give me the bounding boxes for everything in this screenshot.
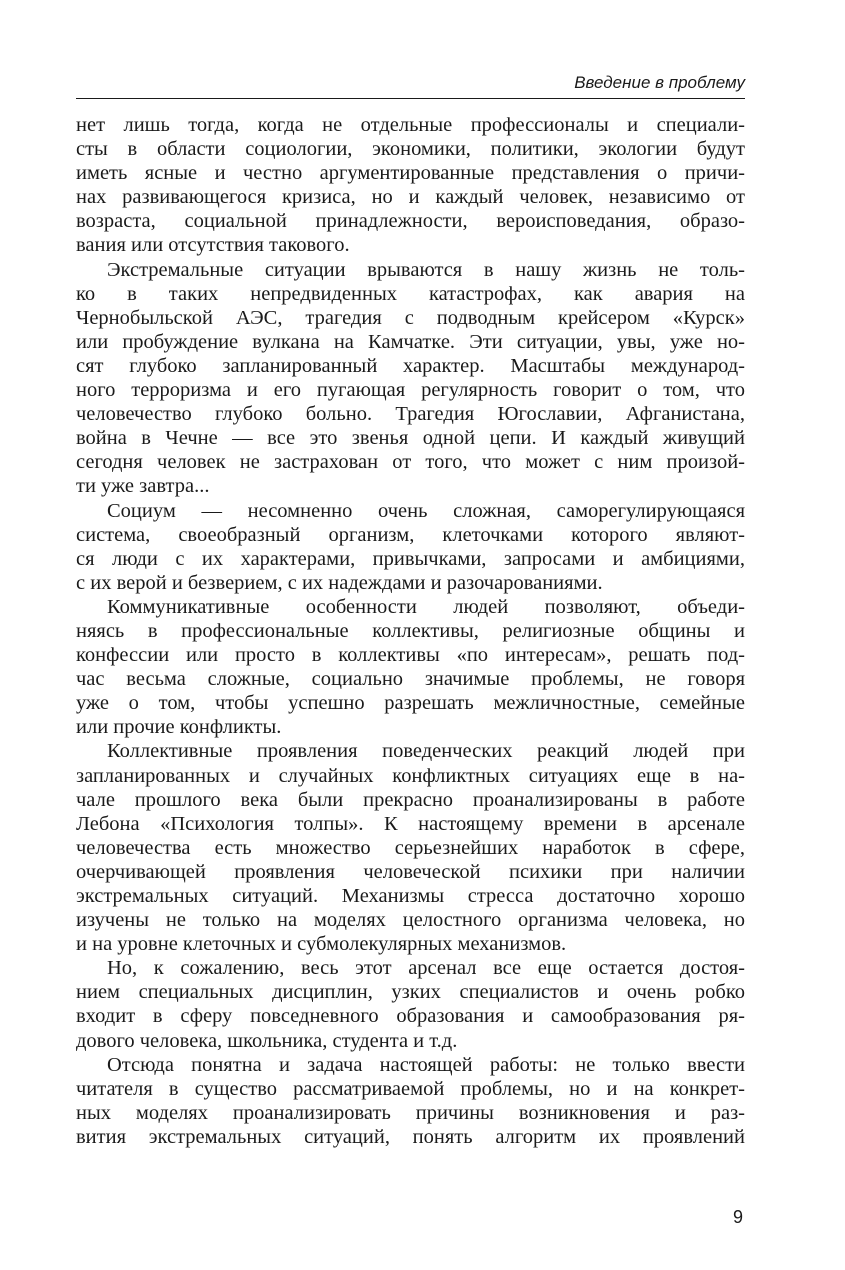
text-line: возраста, социальной принадлежности, вероисповедания, образо- — [76, 210, 745, 233]
text-line: сты в области социологии, экономики, политики, экологии будут — [76, 138, 745, 161]
text-line: сегодня человек не застрахован от того, что может с ним произой- — [76, 451, 745, 474]
text-line: система, своеобразный организм, клеточками которого являют- — [76, 523, 745, 546]
text-line: ти уже завтра... — [76, 475, 210, 498]
text-line: очерчивающей проявления человеческой психики при наличии — [76, 860, 745, 883]
text-line: ся люди с их характерами, привычками, запросами и амбициями, — [76, 547, 745, 570]
text-line: ных моделях проанализировать причины возникновения и раз- — [76, 1101, 745, 1124]
text-line: Лебона «Психология толпы». К настоящему времени в арсенале — [76, 812, 745, 835]
text-line: конфессии или просто в коллективы «по интересам», решать под- — [76, 644, 745, 667]
text-line: человечества есть множество серьезнейших наработок в сфере, — [76, 836, 745, 859]
text-line: нах развивающегося кризиса, но и каждый человек, независимо от — [76, 186, 745, 209]
text-line: Чернобыльской АЭС, трагедия с подводным крейсером «Курск» — [76, 306, 745, 329]
text-line: Социум — несомненно очень сложная, саморегулирующаяся — [107, 499, 745, 522]
text-line: Экстремальные ситуации врываются в нашу жизнь не толь- — [107, 258, 745, 281]
text-line: иметь ясные и честно аргументированные представления о причи- — [76, 162, 745, 185]
text-line: Коллективные проявления поведенческих реакций людей при — [107, 740, 745, 763]
body-text — [76, 113, 745, 1149]
text-line: и на уровне клеточных и субмолекулярных механизмов. — [76, 933, 567, 956]
text-line: ного терроризма и его пугающая регулярность говорит о том, что — [76, 379, 745, 402]
text-line: или прочие конфликты. — [76, 716, 282, 739]
text-line: ко в таких непредвиденных катастрофах, как авария на — [76, 282, 745, 305]
text-line: читателя в существо рассматриваемой проблемы, но и на конкрет- — [76, 1077, 745, 1100]
text-line: сят глубоко запланированный характер. Масштабы международ- — [76, 354, 745, 377]
text-line: чале прошлого века были прекрасно проанализированы в работе — [76, 788, 745, 811]
text-line: няясь в профессиональные коллективы, религиозные общины и — [76, 619, 745, 642]
text-line: человечество глубоко больно. Трагедия Югославии, Афганистана, — [76, 403, 745, 426]
text-line: дового человека, школьника, студента и т.д. — [76, 1029, 458, 1052]
text-line: Коммуникативные особенности людей позволяют, объеди- — [107, 595, 745, 618]
running-header-title: Введение в проблему — [574, 73, 745, 92]
text-line: Но, к сожалению, весь этот арсенал все еще остается достоя- — [107, 957, 745, 980]
text-line: входит в сферу повседневного образования и самообразования ря- — [76, 1005, 745, 1028]
page-number: 9 — [732, 1207, 743, 1227]
text-line: запланированных и случайных конфликтных ситуациях еще в на- — [76, 764, 745, 787]
text-line: Отсюда понятна и задача настоящей работы: не только ввести — [107, 1053, 745, 1076]
text-line: нет лишь тогда, когда не отдельные профессионалы и специали- — [76, 114, 745, 136]
text-line: вания или отсутствия такового. — [76, 234, 350, 257]
text-line: вития экстремальных ситуаций, понять алгоритм их проявлений — [76, 1125, 745, 1148]
text-line: война в Чечне — все это звенья одной цепи. И каждый живущий — [76, 427, 745, 450]
text-line: экстремальных ситуаций. Механизмы стресса достаточно хорошо — [76, 885, 745, 907]
text-line: час весьма сложные, социально значимые проблемы, не говоря — [76, 668, 745, 691]
text-line: изучены не только на моделях целостного организма человека, но — [76, 909, 745, 932]
header-divider — [76, 98, 745, 99]
text-line: нием специальных дисциплин, узких специалистов и очень робко — [76, 981, 745, 1004]
text-line: уже о том, чтобы успешно разрешать межличностные, семейные — [76, 692, 745, 715]
text-line: или пробуждение вулкана на Камчатке. Эти ситуации, увы, уже но- — [76, 330, 745, 353]
text-line: с их верой и безверием, с их надеждами и разочарованиями. — [76, 571, 603, 594]
